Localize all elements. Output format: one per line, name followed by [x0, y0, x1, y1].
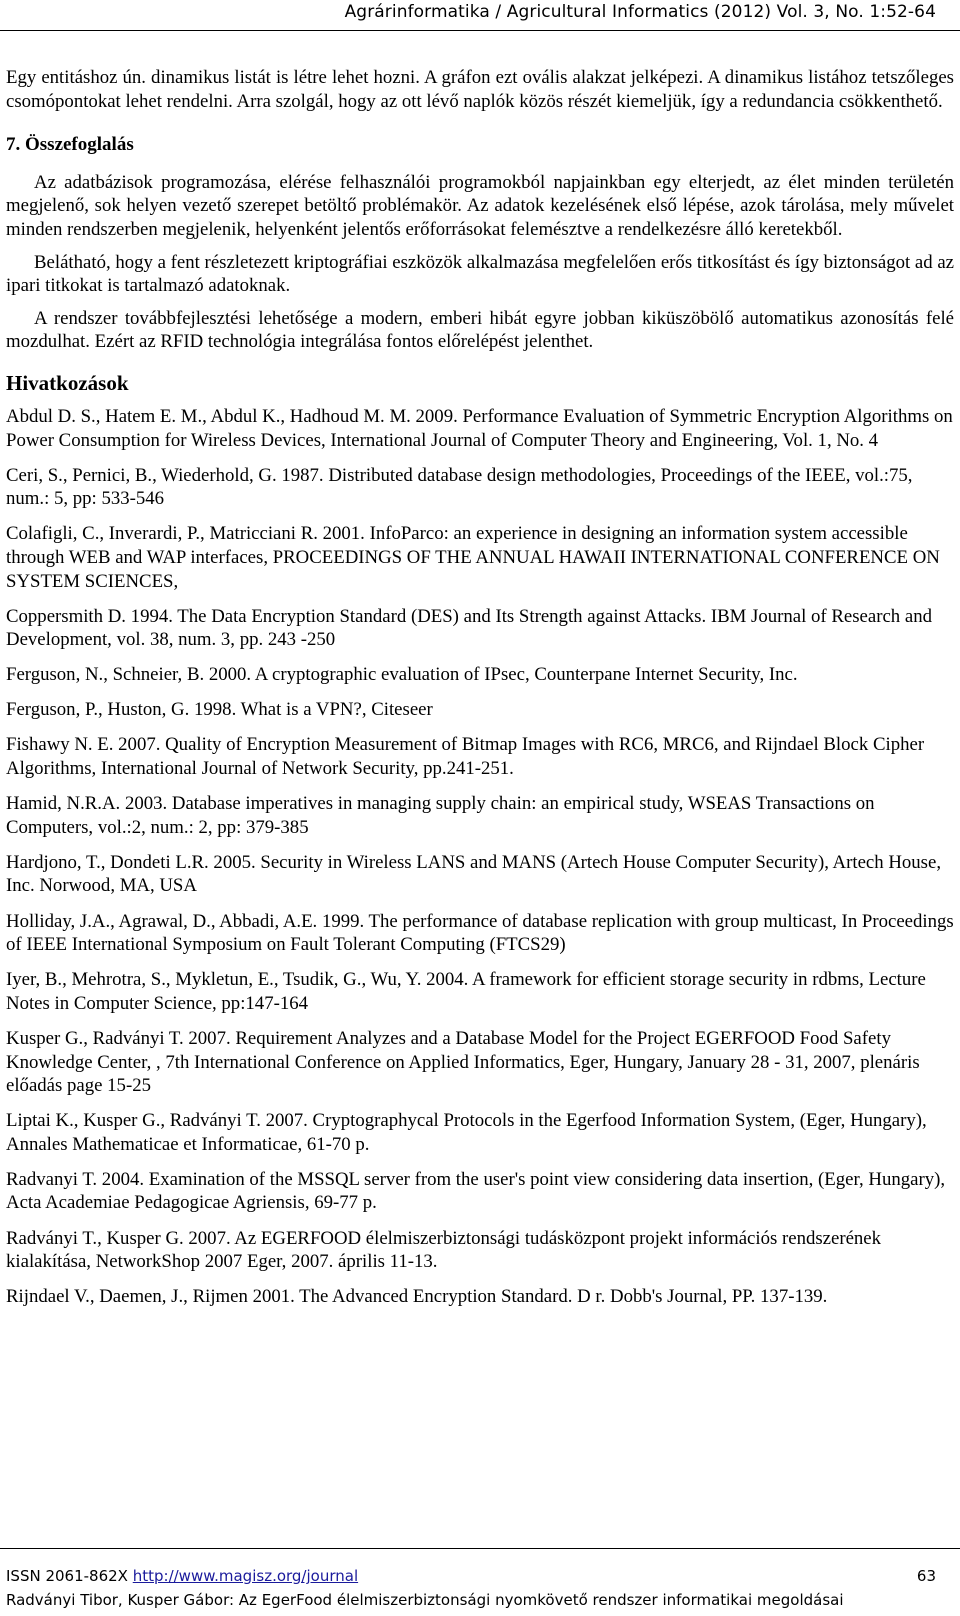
- reference-item: Iyer, B., Mehrotra, S., Mykletun, E., Tsudik, G., Wu, Y. 2004. A framework for efficient storage security in rdbms, Lecture Notes in Computer Science, pp:147-164: [6, 969, 926, 1014]
- intro-paragraph: Egy entitáshoz ún. dinamikus listát is létre lehet hozni. A gráfon ezt ovális alakzat jelképezi. A dinamikus listához tetszőleges csomópontokat lehet rendelni. Arra szolgál, hogy az ott lévő naplók közös részét kiemeljük, így a redundancia csökkenthető.: [6, 67, 954, 112]
- reference-list: [6, 405, 954, 1309]
- reference-item: Kusper G., Radványi T. 2007. Requirement Analyzes and a Database Model for the Project EGERFOOD Food Safety Knowledge Center, , 7th International Conference on Applied Informatics, Eger, Hungary, January 28 - 31, 2007, plenáris előadás page 15-25: [6, 1027, 920, 1097]
- page-content: [6, 66, 954, 1320]
- reference-item: Ferguson, N., Schneier, B. 2000. A cryptographic evaluation of IPsec, Counterpane Internet Security, Inc.: [6, 664, 798, 686]
- reference-item: Colafigli, C., Inverardi, P., Matricciani R. 2001. InfoParco: an experience in designing an information system accessible through WEB and WAP interfaces, PROCEEDINGS OF THE ANNUAL HAWAII INTERNATIONAL CONFERENCE ON SYSTEM SCIENCES,: [6, 523, 940, 592]
- header-divider: [0, 30, 960, 31]
- summary-paragraph-3: A rendszer továbbfejlesztési lehetősége a modern, emberi hibát egyre jobban kiküszöbölő automatikus azonosítás felé mozdulhat. Ezért az RFID technológia integrálása fontos előrelépést jelenthet.: [6, 307, 954, 353]
- journal-url-link[interactable]: http://www.magisz.org/journal: [132, 1567, 359, 1585]
- reference-item: Ferguson, P., Huston, G. 1998. What is a VPN?, Citeseer: [6, 699, 433, 721]
- footer-citation: Radványi Tibor, Kusper Gábor: Az EgerFood élelmiszerbiztonsági nyomkövető rendszer informatikai megoldásai: [6, 1591, 844, 1609]
- reference-item: Hardjono, T., Dondeti L.R. 2005. Security in Wireless LANS and MANS (Artech House Computer Security), Artech House, Inc. Norwood, MA, USA: [6, 851, 942, 897]
- reference-item: Liptai K., Kusper G., Radványi T. 2007. Cryptographycal Protocols in the Egerfood Information System, (Eger, Hungary), Annales Mathematicae et Informaticae, 61-70 p.: [6, 1110, 927, 1155]
- reference-item: Hamid, N.R.A. 2003. Database imperatives in managing supply chain: an empirical study, WSEAS Transactions on Computers, vol.:2, num.: 2, pp: 379-385: [6, 793, 875, 838]
- footer-issn-line: [6, 1566, 936, 1586]
- reference-item: Abdul D. S., Hatem E. M., Abdul K., Hadhoud M. M. 2009. Performance Evaluation of Symmetric Encryption Algorithms on Power Consumption for Wireless Devices, International Journal of Computer Theory and Engineering, Vol. 1, No. 4: [6, 405, 953, 451]
- reference-item: Fishawy N. E. 2007. Quality of Encryption Measurement of Bitmap Images with RC6, MRC6, and Rijndael Block Cipher Algorithms, International Journal of Network Security, pp.241-251.: [6, 734, 925, 780]
- section-heading: 7. Összefoglalás: [6, 134, 134, 156]
- summary-paragraph-1: Az adatbázisok programozása, elérése felhasználói programokból napjainkban egy elterjedt, az élet minden területén megjelenő, sok helyen vezető szerepet betöltő problémakör. Az adatok kezelésének első lépése, azok tárolása, mely művelet minden rendszerben megjelenik, helyenként jelentős erőforrásokat felemésztve a rendelkezésre álló keretekből.: [6, 171, 954, 240]
- reference-item: Radványi T., Kusper G. 2007. Az EGERFOOD élelmiszerbiztonsági tudásközpont projekt információs rendszerének kialakítása, NetworkShop 2007 Eger, 2007. április 11-13.: [6, 1227, 882, 1273]
- footer-issn-group: [6, 1566, 358, 1586]
- footer-divider: [0, 1548, 960, 1549]
- running-head: Agrárinformatika / Agricultural Informatics (2012) Vol. 3, No. 1:52-64: [344, 2, 936, 22]
- reference-item: Rijndael V., Daemen, J., Rijmen 2001. The Advanced Encryption Standard. D r. Dobb's Journal, PP. 137-139.: [6, 1286, 828, 1308]
- summary-paragraph-2: Belátható, hogy a fent részletezett kriptográfiai eszközök alkalmazása megfelelően erős titkosítást és így biztonságot ad az ipari titkokat is tartalmazó adatoknak.: [6, 251, 954, 297]
- reference-item: Coppersmith D. 1994. The Data Encryption Standard (DES) and Its Strength against Attacks. IBM Journal of Research and Development, vol. 38, num. 3, pp. 243 -250: [6, 605, 933, 651]
- reference-item: Radvanyi T. 2004. Examination of the MSSQL server from the user's point view considering data insertion, (Eger, Hungary), Acta Academiae Pedagogicae Agriensis, 69-77 p.: [6, 1168, 946, 1214]
- page-number: 63: [916, 1567, 936, 1585]
- reference-item: Ceri, S., Pernici, B., Wiederhold, G. 1987. Distributed database design methodologies, Proceedings of the IEEE, vol.:75, num.: 5, pp: 533-546: [6, 464, 913, 510]
- issn: ISSN 2061-862X: [6, 1567, 128, 1585]
- references-heading: Hivatkozások: [6, 370, 129, 395]
- reference-item: Holliday, J.A., Agrawal, D., Abbadi, A.E. 1999. The performance of database replication with group multicast, In Proceedings of IEEE International Symposium on Fault Tolerant Computing (FTCS29): [6, 910, 954, 956]
